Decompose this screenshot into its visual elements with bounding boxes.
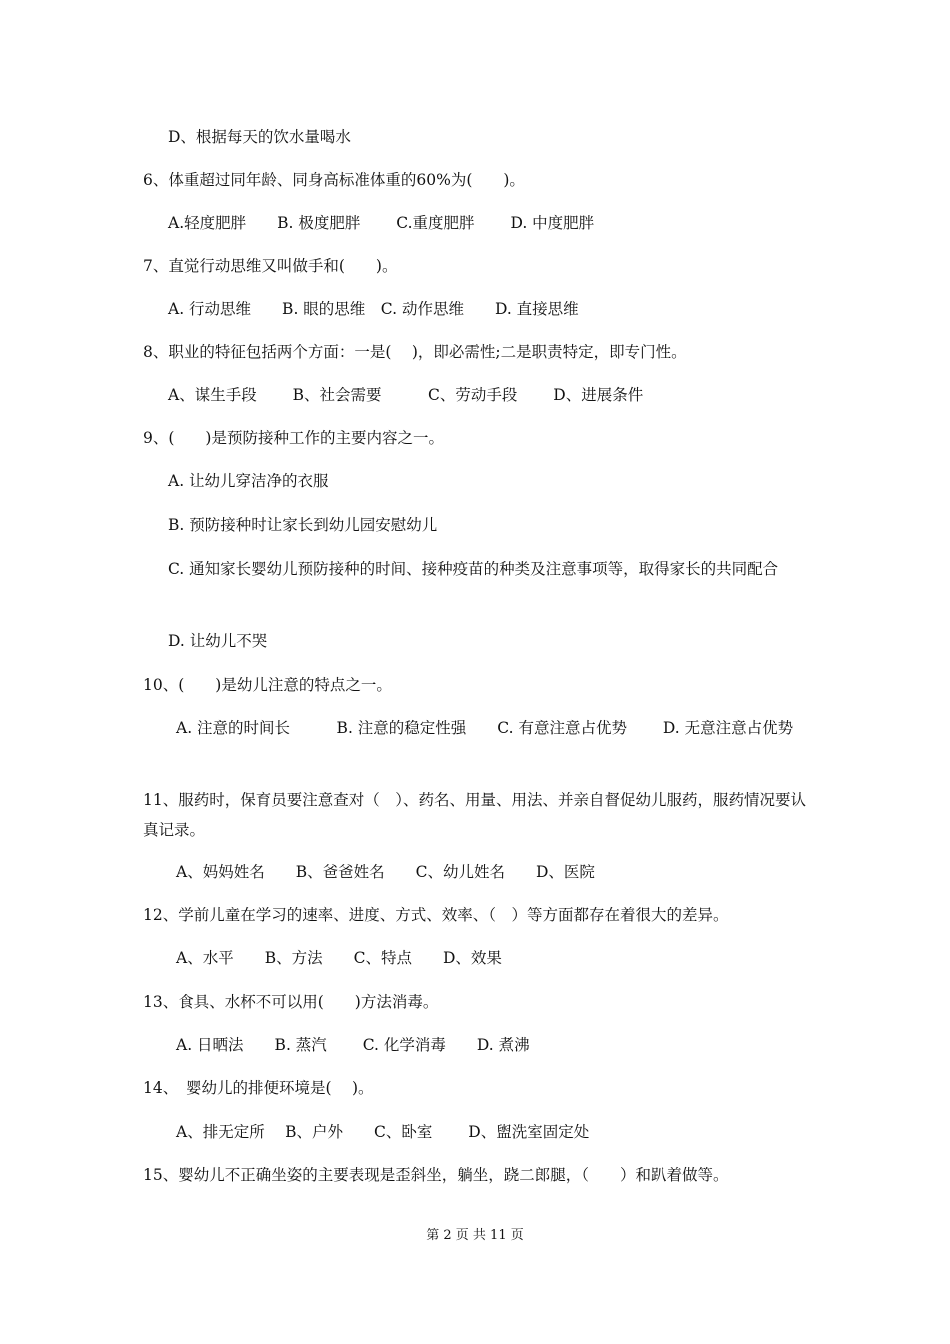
q9-option-c: C. 通知家长婴幼儿预防接种的时间、接种疫苗的种类及注意事项等，取得家长的共同配合 xyxy=(168,560,779,578)
q6-options: A.轻度肥胖 B. 极度肥胖 C.重度肥胖 D. 中度肥胖 xyxy=(168,214,595,232)
q13-options: A. 日晒法 B. 蒸汽 C. 化学消毒 D. 煮沸 xyxy=(176,1036,530,1054)
q11-options: A、妈妈姓名 B、爸爸姓名 C、幼儿姓名 D、医院 xyxy=(176,863,595,881)
page-footer: 第 2 页 共 11 页 xyxy=(426,1228,524,1243)
q9-stem: 9、( )是预防接种工作的主要内容之一。 xyxy=(143,429,444,447)
q8-stem: 8、职业的特征包括两个方面：一是( )，即必需性;二是职责特定，即专门性。 xyxy=(143,343,687,361)
q12-options: A、水平 B、方法 C、特点 D、效果 xyxy=(176,949,502,967)
q7-stem: 7、直觉行动思维又叫做手和( )。 xyxy=(143,257,398,275)
q8-options: A、谋生手段 B、社会需要 C、劳动手段 D、进展条件 xyxy=(168,386,644,404)
q14-options: A、排无定所 B、户外 C、卧室 D、盥洗室固定处 xyxy=(176,1123,590,1141)
q14-stem: 14、 婴幼儿的排便环境是( )。 xyxy=(143,1079,374,1097)
q9-option-d: D. 让幼儿不哭 xyxy=(168,632,268,650)
q9-option-a: A. 让幼儿穿洁净的衣服 xyxy=(168,472,329,490)
q13-stem: 13、食具、水杯不可以用( )方法消毒。 xyxy=(143,993,439,1011)
q12-stem: 12、学前儿童在学习的速率、进度、方式、效率、（ ）等方面都存在着很大的差异。 xyxy=(143,906,729,924)
q10-options: A. 注意的时间长 B. 注意的稳定性强 C. 有意注意占优势 D. 无意注意占优势 xyxy=(176,719,794,737)
q11-stem: 11、服药时，保育员要注意查对（ ）、药名、用量、用法、并亲自督促幼儿服药，服药情况要认真记录。 xyxy=(143,791,806,839)
q7-options: A. 行动思维 B. 眼的思维 C. 动作思维 D. 直接思维 xyxy=(168,300,579,318)
q9-option-b: B. 预防接种时让家长到幼儿园安慰幼儿 xyxy=(168,516,438,534)
q5-option-d: D、根据每天的饮水量喝水 xyxy=(168,128,351,146)
q10-stem: 10、( )是幼儿注意的特点之一。 xyxy=(143,676,392,694)
q15-stem: 15、婴幼儿不正确坐姿的主要表现是歪斜坐，躺坐，跷二郎腿，（ ）和趴着做等。 xyxy=(143,1166,729,1184)
q6-stem: 6、体重超过同年龄、同身高标准体重的60%为( )。 xyxy=(143,171,525,189)
